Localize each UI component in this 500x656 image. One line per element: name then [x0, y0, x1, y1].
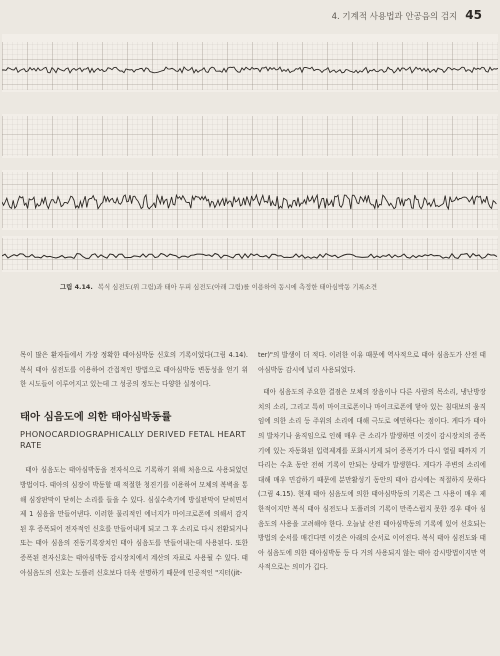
left-paragraph-1: 목이 많은 환자들에서 가장 정확한 태아심박동 신호의 기록이었다(그림 4.14). 복식 태아 심전도를 이용하여 간접적인 방법으로 태아심박동 변동성을 얻기 위한 시도들이 이루어지고 있는데 그 성공의 정도는 다양한 실정이다. [20, 351, 248, 389]
fhr-tracing-figure [2, 34, 498, 274]
tracing-strip-upper-1 [2, 34, 498, 92]
section-heading-korean: 태아 심음도에 의한 태아심박동률 [20, 410, 172, 423]
figure-caption [60, 282, 480, 291]
tracing-strip-lower-2 [2, 236, 498, 272]
right-paragraph-2: 태아 심음도의 주요한 결점은 모체의 장음이나 다른 사람의 목소리, 냉난방장치의 소리, 그리고 특히 마이크로폰이나 마이크로폰에 닿아 있는 침대보의 움직임에 의한 소리 등 주위의 소리에 대해 극도로 예민하다는 점이다. 게다가 태아의 발차기나 움직임으로 인해 매우 큰 소리가 발생하면 이것이 감시장치의 증폭기에 있는 자동화된 입력제계를 포화시키게 되어 증폭기가 다시 열릴 때까지 기다리는 수초 동안 전혀 기록이 안되는 상태가 발생한다. 게다가 주변의 소리에 대해 매우 민감하기 때문에 분만활성기 동안의 태아 감시에는 적절하지 못하다(그림 4.15). 현재 태아 심음도에 의한 태아심박동의 기록은 그 사용이 매우 제한적이지만 복식 태아 심전도나 도플러의 기록이 만족스럽지 못한 경우 태아 심음도의 사용을 고려해야 한다. 오늘날 산전 태아심박동의 기록에 있어 선호되는 방법의 순서를 매긴다면 이것은 아래의 순서로 이어진다. 복식 태아 심전도와 태아 심음도에 의한 태아심박동 등 다 거의 사용되지 않는 태아 감시방법이지만 역사적으로는 의미가 깁다. [258, 388, 486, 572]
fhr-tracing-strips [2, 34, 498, 274]
tracing-strip-upper-2 [2, 114, 498, 158]
left-column [20, 348, 248, 580]
figure-caption-text: 복식 심전도(위 그림)과 태아 두피 심전도(아래 그림)를 이용하여 동시에 측정한 태아심박동 기록소견 [97, 283, 378, 291]
running-header [332, 8, 482, 22]
page-number: 45 [465, 8, 482, 22]
section-heading-english: PHONOCARDIOGRAPHICALLY DERIVED FETAL HEART RATE [20, 429, 246, 451]
left-paragraph-2: 태아 심음도는 태아심박동을 전자식으로 기록하기 위해 처음으로 사용되었던 방법이다. 태아의 심장이 박동할 때 적절한 청진기를 이용하여 모체의 복벽을 통해 심장판막이 닫히는 소리를 들을 수 있다. 심실수축기에 방실판막이 닫히면서 제 1 심음을 만들어낸다. 이러한 물리적인 에너지가 마이크로폰에 의해서 감지된 후 증폭되어 전자적인 신호를 만들어내게 되고 그 후 소리로 다시 전환되거나 또는 태아 심음의 진동기록장치인 태아 심음도를 만들어내는데 사용된다. 또한 증폭된 전자신호는 태아심박동 감시장치에서 계산의 자료로 사용될 수 있다. 태아심음도의 신호는 도플러 신호보다 더욱 선명하기 때문에 인공적인 "지터(jit- [20, 466, 248, 577]
right-paragraph-1: ter)"의 발생이 더 적다. 이러한 이유 때문에 역사적으로 태아 심음도가 산전 태아심박동 감시에 널리 사용되었다. [258, 351, 486, 374]
tracing-strip-lower-1 [2, 170, 498, 230]
right-column [258, 348, 486, 575]
figure-caption-label: 그림 4.14. [60, 283, 93, 291]
chapter-title: 4. 기계적 사용법과 안공음의 검지 [331, 12, 458, 22]
